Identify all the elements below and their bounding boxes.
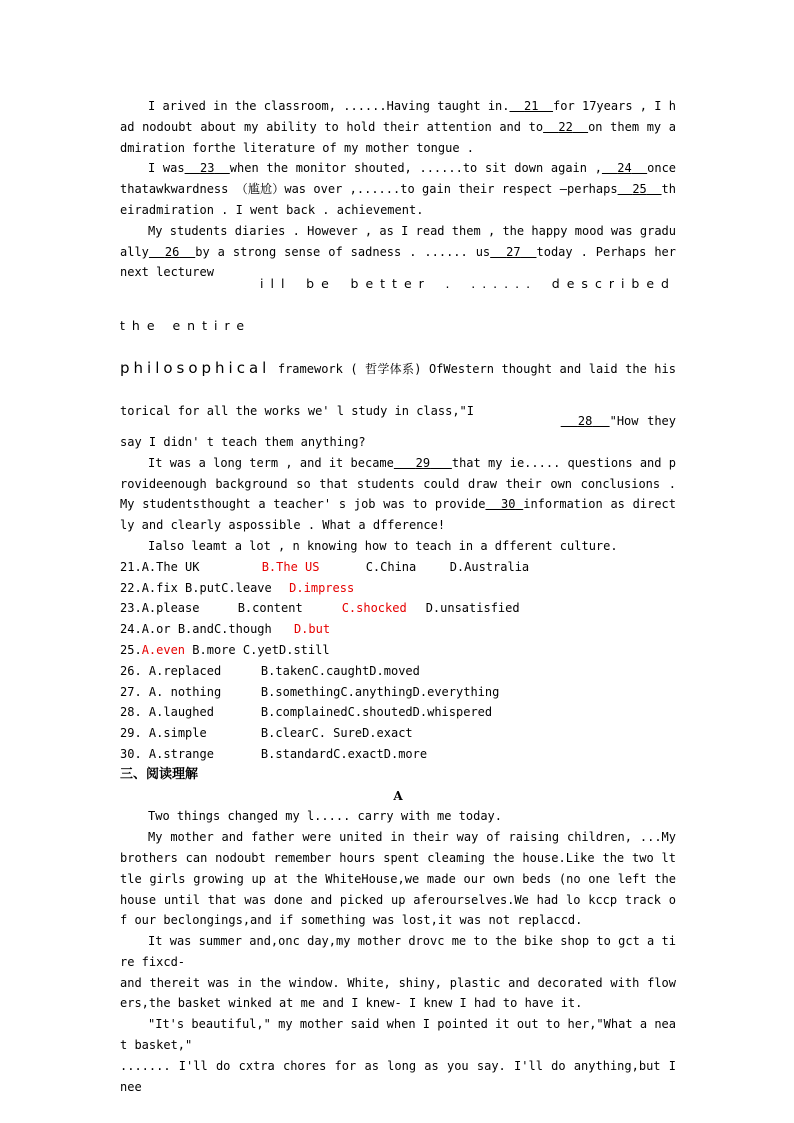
- option-c: C.yet: [242, 642, 279, 657]
- option-c: C.anything: [340, 684, 413, 699]
- option-c: C.China: [365, 559, 417, 574]
- text: My students diaries . However , as I read them , the happy mood was gradually: [120, 223, 676, 259]
- option-b: B.clear: [260, 726, 312, 741]
- option-b: B.standard: [260, 746, 334, 761]
- option-a: A.even: [141, 642, 186, 657]
- reading-paragraph-2: My mother and father were united in their way of raising children, ...My brothers can nodoubt remember hours spent cleaming the house.Like the two lttle girls growing up at the WhiteHouse,we made our own beds (no one left the house until that was done and picked up aferourselves.We had lo kccp track of our beclongings,and if something was lost,it was not replaccd.: [120, 830, 676, 928]
- option-a: A.simple: [148, 726, 207, 741]
- option-b: B.more: [192, 642, 236, 657]
- option-c: C.though: [213, 622, 272, 637]
- blank-27: [490, 245, 536, 259]
- option-a: A.strange: [148, 746, 214, 761]
- text: "How they say I didn' t teach them anything?: [120, 414, 676, 449]
- cloze-paragraph-4: [120, 453, 676, 536]
- option-b: B.put: [185, 580, 222, 595]
- text: on them my admiration forthe literature of my mother tongue .: [120, 119, 676, 155]
- chinese-gloss: （尴尬）: [235, 182, 285, 197]
- option-c: C.caught: [311, 663, 370, 678]
- cloze-paragraph-5: Ialso leamt a lot , n knowing how to teach in a dfferent culture.: [148, 538, 618, 553]
- text: information as directly and clearly aspossible . What a dfference!: [120, 497, 676, 533]
- option-c: C.exact: [333, 746, 384, 761]
- text: today . Perhaps her next lecturew: [120, 244, 676, 280]
- option-d: D.unsatisfied: [425, 601, 520, 616]
- blank-number: 27: [506, 244, 521, 259]
- reading-paragraph-3: It was summer and,onc day,my mother drovc me to the bike shop to gct a tire fixcd-: [120, 934, 676, 969]
- text: was over ,......to gain their respect —perhaps: [284, 182, 618, 197]
- reading-paragraph-6: ....... I'll do cxtra chores for as long as you say. I'll do anything,but I nee: [120, 1058, 676, 1094]
- blank-number: 30: [501, 497, 516, 512]
- reading-paragraph-1: Two things changed my l..... carry with me today.: [148, 809, 503, 824]
- option-a: A. nothing: [148, 684, 222, 699]
- blank-number: 25: [632, 182, 647, 197]
- question-number: 30.: [120, 746, 142, 761]
- blank-number: 26: [164, 244, 180, 259]
- text: when the monitor shouted, ......to sit down again ,: [229, 161, 602, 176]
- option-c: C.shocked: [341, 601, 407, 616]
- option-b: B.complained: [260, 705, 348, 720]
- option-a: A.please: [141, 601, 200, 616]
- blank-number: 28: [577, 414, 593, 429]
- blank-21: [510, 99, 554, 113]
- option-d: D.exact: [362, 726, 413, 741]
- blank-number: 22: [558, 119, 573, 134]
- blank-28: [561, 414, 610, 428]
- blank-26: [149, 245, 195, 259]
- option-b: B.something: [260, 684, 341, 699]
- option-b: B.content: [237, 601, 303, 616]
- section-heading: 三、阅读理解: [120, 766, 199, 782]
- chinese-gloss: 哲学体系: [365, 362, 415, 377]
- question-number: 23.: [120, 601, 142, 616]
- question-row: [120, 661, 676, 682]
- blank-23: [185, 161, 230, 175]
- option-d: D.Australia: [449, 559, 530, 574]
- question-row: [120, 619, 676, 640]
- text: that my ie..... questions and provideenough background so that students could draw their own conclusions . My studentsthought a teacher' s job was to provide: [120, 455, 676, 512]
- blank-25: [618, 182, 662, 196]
- option-d: D.moved: [369, 663, 420, 678]
- document-page: [120, 96, 676, 1097]
- option-c: C.leave: [221, 580, 272, 595]
- option-d: D.still: [279, 642, 330, 657]
- blank-number: 29: [415, 455, 431, 470]
- option-c: C. Sure: [311, 726, 363, 741]
- option-d: D.impress: [289, 580, 355, 595]
- text: I arived in the classroom, ......Having taught in.: [148, 99, 510, 113]
- spaced-text: philosophical: [120, 359, 271, 378]
- question-row: [120, 578, 676, 599]
- question-number: 27.: [120, 684, 142, 699]
- blank-number: 21: [524, 99, 539, 113]
- option-a: A.The UK: [141, 559, 200, 574]
- question-number: 25.: [120, 642, 142, 657]
- option-a: A.replaced: [148, 663, 222, 678]
- blank-number: 24: [617, 161, 632, 176]
- reading-paragraph-4: and thereit was in the window. White, shiny, plastic and decorated with flowers,the basket winked at me and I knew- I knew I had to have it.: [120, 975, 676, 1011]
- text: I was: [148, 161, 185, 176]
- option-d: D.everything: [412, 684, 500, 699]
- option-a: A.or: [141, 622, 171, 637]
- option-d: D.more: [383, 746, 428, 761]
- question-number: 29.: [120, 726, 142, 741]
- blank-24: [602, 161, 647, 175]
- option-a: A.fix: [141, 580, 178, 595]
- question-row: [120, 598, 676, 619]
- question-number: 21.: [120, 559, 142, 574]
- blank-number: 23: [199, 161, 215, 176]
- cloze-paragraph-2: [120, 158, 676, 220]
- reading-paragraph-5: "It's beautiful," my mother said when I pointed it out to her,"What a neat basket,": [120, 1017, 676, 1053]
- blank-29: [394, 456, 452, 470]
- text: theiradmiration . I went back . achievement.: [120, 182, 676, 217]
- option-b: B.and: [177, 622, 214, 637]
- question-row: [120, 640, 676, 661]
- option-c: C.shouted: [347, 705, 413, 720]
- passage-label: A: [393, 788, 403, 803]
- blank-22: [543, 120, 588, 134]
- option-a: A.laughed: [148, 705, 214, 720]
- question-row: [120, 744, 676, 765]
- text: once thatawkwardness: [120, 161, 677, 197]
- cloze-paragraph-3-spaced-line: [120, 263, 676, 347]
- blank-30: [485, 497, 523, 511]
- text: ) OfWestern thought and laid the historical for all the works we' l study in class,"I: [120, 362, 676, 419]
- option-b: B.taken: [260, 663, 312, 678]
- question-row: [120, 702, 676, 723]
- option-d: D.whispered: [412, 705, 493, 720]
- text: It was a long term , and it became: [148, 455, 394, 470]
- option-d: D.but: [293, 622, 331, 637]
- spaced-text: ill be better . ...... described the entire: [120, 276, 676, 334]
- option-b: B.The US: [261, 559, 320, 574]
- question-list: [120, 557, 676, 765]
- question-row: [120, 557, 676, 578]
- question-number: 24.: [120, 622, 142, 637]
- question-number: 26.: [120, 663, 142, 678]
- text: framework (: [277, 362, 358, 377]
- question-number: 22.: [120, 580, 142, 595]
- question-number: 28.: [120, 705, 142, 720]
- question-row: [120, 723, 676, 744]
- text: for 17years , I had nodoubt about my ability to hold their attention and to: [120, 99, 677, 134]
- cloze-paragraph-1: [120, 96, 676, 158]
- text: by a strong sense of sadness . ...... us: [195, 244, 491, 259]
- question-row: [120, 682, 676, 703]
